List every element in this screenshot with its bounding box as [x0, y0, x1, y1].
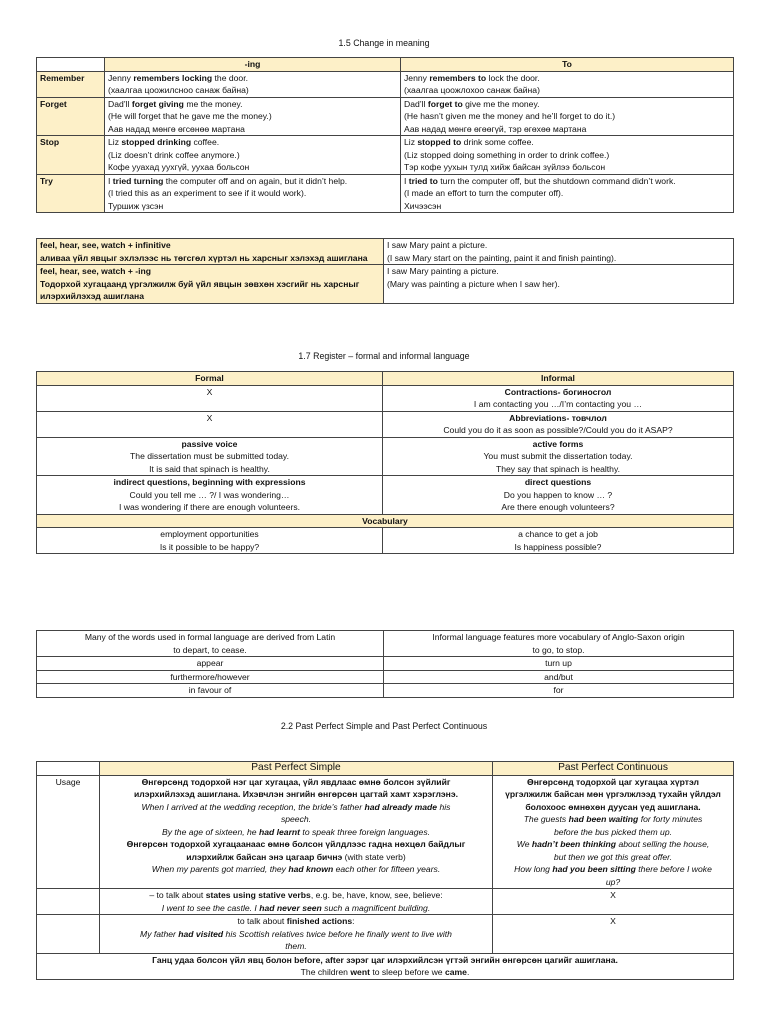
- ing-line: [108, 149, 397, 162]
- empty-cell: [37, 915, 100, 954]
- vocab-informal-line: a chance to get a job: [518, 529, 598, 539]
- simple-past-note-line-segment: Ганц удаа болсон үйл явц болон before, after зэрэг цаг илэрхийлсэн үгтэй энгийн өнгөрсөн цагийг ашиглана.: [152, 954, 618, 965]
- ing-cell: [105, 136, 401, 175]
- usage-continuous-line-segment: How long: [514, 864, 553, 874]
- ing-line: [108, 187, 397, 200]
- empty-header-cell: [37, 762, 100, 776]
- finished-line-segment: had visited: [178, 928, 224, 939]
- usage-continuous-line: [496, 788, 730, 801]
- perception-example-cell: [384, 265, 734, 304]
- informal-line: They say that spinach is healthy.: [495, 463, 621, 474]
- to-line-segment: (Liz stopped doing something in order to drink coffee.): [404, 149, 610, 160]
- usage-continuous-line-segment: hadn’t been thinking: [531, 839, 617, 849]
- perception-verbs-table: [36, 238, 734, 304]
- to-line-segment: Тэр кофе уухын тулд хийж байсан зүйлээ больсон: [404, 162, 606, 172]
- usage-continuous-line-segment: for forty minutes: [638, 814, 703, 824]
- informal-cell: [383, 437, 734, 476]
- usage-simple-line-segment: his: [437, 801, 451, 812]
- usage-simple-line-segment: илэрхийлж байсан энэ цагаар бичнэ: [186, 851, 343, 862]
- verb-row: [37, 136, 734, 175]
- stative-line: [103, 902, 489, 915]
- informal-header: Informal: [383, 372, 734, 386]
- stative-line-segment: such a magnificent building.: [321, 902, 431, 913]
- usage-continuous-line: [496, 801, 730, 814]
- stative-continuous-cell: X: [493, 889, 734, 915]
- formal-line: indirect questions, beginning with expressions: [113, 477, 306, 487]
- section-title-register: 1.7 Register – formal and informal language: [298, 351, 470, 361]
- ing-line-segment: (He will forget that he gave me the money.): [108, 111, 272, 121]
- register-table: [36, 371, 734, 554]
- ing-line-segment: coffee.: [191, 137, 220, 147]
- to-line: [404, 149, 730, 162]
- to-line-segment: drink some coffee.: [461, 137, 534, 147]
- latin-word-cell: appear: [37, 657, 384, 671]
- vocabulary-header: Vocabulary: [37, 514, 734, 528]
- ing-line: [108, 200, 397, 213]
- anglo-saxon-word-cell: for: [384, 684, 734, 698]
- usage-simple-line: [103, 776, 489, 789]
- ing-line-segment: (хаалгаа цоожилсноо санаж байна): [108, 85, 249, 95]
- finished-line-segment: his Scottish relatives twice before he finally went to live with: [223, 928, 452, 939]
- perception-rule-line: Тодорхой хугацаанд үргэлжилж буй үйл явцын зөвхөн хэсгийг нь харсныг илэрхийлэхэд ашиглана: [40, 278, 360, 301]
- ing-line-segment: I: [108, 175, 113, 186]
- usage-continuous-line-segment: before the bus picked them up.: [553, 826, 672, 837]
- to-line: [404, 98, 730, 111]
- change-in-meaning-table: [36, 57, 734, 213]
- informal-line: direct questions: [524, 477, 592, 487]
- register-row: [37, 476, 734, 515]
- word-origin-row: [37, 631, 734, 657]
- finished-continuous-cell: X: [493, 915, 734, 954]
- formal-line: It is said that spinach is healthy.: [149, 463, 270, 474]
- usage-continuous-line-segment: up?: [605, 876, 621, 887]
- ing-cell: [105, 71, 401, 97]
- verb-label: Forget: [37, 97, 105, 136]
- usage-continuous-line: [496, 826, 730, 839]
- simple-past-note-line: [40, 966, 730, 979]
- stative-line-segment: – to talk about: [149, 890, 206, 900]
- usage-continuous-line-segment: but then we got this great offer.: [553, 851, 673, 862]
- past-perfect-table: [36, 761, 734, 980]
- usage-continuous-cell: [493, 775, 734, 889]
- usage-simple-line-segment: When I arrived at the wedding reception, the bride’s father: [141, 801, 365, 812]
- perception-example-cell: [384, 239, 734, 265]
- formal-cell: [37, 385, 383, 411]
- usage-simple-line: [103, 838, 489, 851]
- perception-rule-cell: [37, 239, 384, 265]
- ing-line-segment: the door.: [212, 72, 248, 83]
- simple-past-note-line-segment: The children: [300, 967, 351, 977]
- to-line-segment: remembers to: [429, 72, 487, 83]
- formal-header: Formal: [37, 372, 383, 386]
- usage-simple-line-segment: илэрхийлэхэд ашиглана. Ихэвчлэн энгийн өнгөрсөн цагтай хамт хэрэглэнэ.: [134, 789, 458, 799]
- to-line-segment: forget to: [427, 98, 463, 109]
- usage-simple-line: [103, 801, 489, 814]
- perception-example-line: (Mary was painting a picture when I saw her).: [387, 278, 560, 289]
- to-line-segment: Хичээсэн: [404, 200, 442, 211]
- ing-line-segment: Jenny: [108, 72, 134, 83]
- informal-line: Contractions- богиносгол: [504, 386, 612, 397]
- formal-line: X: [206, 386, 213, 397]
- latin-vs-anglo-saxon-table: [36, 630, 734, 698]
- empty-cell: [37, 889, 100, 915]
- to-line-segment: turn the computer off, but the shutdown command didn’t work.: [437, 175, 676, 186]
- ing-line-segment: me the money.: [183, 98, 243, 109]
- usage-simple-line-segment: Өнгөрсөн тодорхой хугацаанаас өмнө болсон үйлдлээс гадна нөхцөл байдлыг: [126, 839, 466, 849]
- vocab-informal-cell: [383, 528, 734, 554]
- usage-simple-cell: [100, 775, 493, 889]
- finished-line: [103, 940, 489, 953]
- finished-line-segment: My father: [140, 928, 179, 939]
- usage-simple-line-segment: had already made: [364, 801, 438, 812]
- to-line-segment: lock the door.: [486, 72, 540, 83]
- to-line: [404, 110, 730, 123]
- perception-rule-line: feel, hear, see, watch + infinitive: [40, 240, 171, 250]
- finished-line: [103, 928, 489, 941]
- perception-example-line: I saw Mary paint a picture.: [387, 240, 488, 250]
- usage-continuous-line-segment: had been waiting: [568, 814, 639, 824]
- ing-line-segment: Аав надад мөнгө өгсөнөө мартана: [108, 123, 245, 134]
- stative-verbs-cell: [100, 889, 493, 915]
- formal-line: Could you tell me … ?/ I was wondering…: [129, 489, 290, 500]
- formal-line: I was wondering if there are enough volunteers.: [118, 502, 301, 512]
- verb-label: Remember: [37, 71, 105, 97]
- usage-simple-line: [103, 813, 489, 826]
- to-line-segment: stopped to: [417, 137, 462, 147]
- finished-line-segment: to talk about: [237, 916, 287, 926]
- usage-continuous-line: [496, 813, 730, 826]
- finished-actions-cell: [100, 915, 493, 954]
- informal-cell: [383, 476, 734, 515]
- formal-cell: [37, 411, 383, 437]
- ing-line: [108, 123, 397, 136]
- usage-simple-line: [103, 788, 489, 801]
- ing-line-segment: Liz: [108, 137, 122, 147]
- empty-header-cell: [37, 58, 105, 72]
- ing-line-segment: Кофе ууахад уухгүй, уухаа больсон: [108, 162, 250, 172]
- to-cell: [401, 136, 734, 175]
- ing-line-segment: the computer off and on again, but it didn’t help.: [163, 175, 348, 186]
- usage-continuous-line: [496, 876, 730, 889]
- ing-cell: [105, 97, 401, 136]
- usage-simple-line-segment: By the age of sixteen, he: [161, 826, 259, 837]
- usage-continuous-line-segment: The guests: [523, 814, 569, 824]
- perception-example-line: (I saw Mary start on the painting, paint it and finish painting).: [387, 252, 617, 263]
- usage-simple-line: [103, 826, 489, 839]
- simple-past-note-line-segment: .: [466, 967, 470, 977]
- verb-row: [37, 174, 734, 213]
- formal-line: The dissertation must be submitted today.: [130, 451, 289, 461]
- usage-simple-line-segment: had known: [288, 864, 334, 874]
- vocab-informal-line: Is happiness possible?: [514, 541, 602, 552]
- simple-past-note-line-segment: came: [444, 967, 467, 977]
- to-line-segment: Dad’ll: [404, 98, 428, 109]
- register-row: [37, 411, 734, 437]
- stative-line: [103, 889, 489, 902]
- informal-line: Abbreviations- товчлол: [509, 412, 607, 423]
- ing-line-segment: forget giving: [131, 98, 184, 109]
- to-line: [404, 136, 730, 149]
- informal-line: I am contacting you …/I’m contacting you …: [473, 399, 643, 409]
- to-cell: [401, 71, 734, 97]
- simple-past-note-cell: [37, 953, 734, 979]
- ing-line-segment: tried turning: [112, 175, 164, 186]
- to-cell: [401, 174, 734, 213]
- ing-line: [108, 72, 397, 85]
- usage-simple-line-segment: to speak three foreign languages.: [300, 826, 430, 837]
- usage-simple-line-segment: speech.: [280, 814, 312, 824]
- finished-line-segment: :: [352, 916, 355, 926]
- word-origin-row: [37, 657, 734, 671]
- to-line-segment: (I made an effort to turn the computer off).: [404, 188, 564, 198]
- usage-continuous-line-segment: болохоос өмнөхөн дуусан үед ашиглана.: [525, 801, 701, 812]
- usage-continuous-line-segment: Өнгөрсөнд тодорхой цаг хугацаа хүртэл: [527, 776, 699, 787]
- verb-label: Try: [37, 174, 105, 213]
- to-line: [404, 175, 730, 188]
- section-title-change-in-meaning: 1.5 Change in meaning: [338, 38, 430, 48]
- usage-continuous-line-segment: had you been sitting: [552, 864, 636, 874]
- ing-line: [108, 98, 397, 111]
- vocab-formal-line: Is it possible to be happy?: [159, 541, 260, 552]
- usage-label: Usage: [37, 775, 100, 889]
- section-title-past-perfect: 2.2 Past Perfect Simple and Past Perfect Continuous: [280, 721, 488, 731]
- anglo-saxon-word-cell: turn up: [384, 657, 734, 671]
- to-header: To: [401, 58, 734, 72]
- perception-rule-line: аливаа үйл явцыг эхлэлээс нь төгсгөл хүртэл нь харсныг хэлэхэд ашиглана: [40, 252, 368, 263]
- ing-line-segment: (Liz doesn’t drink coffee anymore.): [108, 149, 240, 160]
- latin-word-cell: furthermore/however: [37, 670, 384, 684]
- past-perfect-simple-header: Past Perfect Simple: [100, 762, 493, 776]
- formal-line: X: [206, 412, 213, 423]
- to-line: [404, 200, 730, 213]
- ing-line-segment: (I tried this as an experiment to see if it would work).: [108, 188, 307, 198]
- usage-continuous-line: [496, 776, 730, 789]
- to-line: [404, 123, 730, 136]
- simple-past-note-line-segment: to sleep before we: [369, 967, 445, 977]
- perception-row: [37, 239, 734, 265]
- usage-simple-line: [103, 851, 489, 864]
- informal-line: You must submit the dissertation today.: [483, 451, 633, 461]
- stative-line-segment: , e.g. be, have, know, see, believe:: [310, 890, 443, 900]
- ing-line: [108, 84, 397, 97]
- register-row: [37, 437, 734, 476]
- verb-row: [37, 71, 734, 97]
- to-line: [404, 187, 730, 200]
- stative-line-segment: had never seen: [259, 902, 322, 913]
- verb-row: [37, 97, 734, 136]
- to-line-segment: Аав надад мөнгө өгөөгүй, тэр өгөхөө мартана: [404, 123, 587, 134]
- usage-simple-line-segment: each other for fifteen years.: [333, 864, 441, 874]
- to-line-segment: I: [404, 175, 409, 186]
- perception-rule-line: feel, hear, see, watch + -ing: [40, 266, 152, 276]
- usage-continuous-line-segment: about selling the house,: [616, 839, 710, 849]
- to-line-segment: tried to: [408, 175, 438, 186]
- vocab-formal-line: employment opportunities: [160, 529, 259, 539]
- vocab-formal-cell: [37, 528, 383, 554]
- usage-simple-line-segment: When my parents got married, they: [151, 864, 289, 874]
- to-line: [404, 84, 730, 97]
- usage-simple-line-segment: had learnt: [258, 826, 301, 837]
- stative-line-segment: I went to see the castle. I: [161, 902, 260, 913]
- informal-line: active forms: [532, 438, 584, 449]
- to-line-segment: Liz: [404, 137, 418, 147]
- ing-line-segment: stopped drinking: [121, 137, 192, 147]
- formal-cell: [37, 437, 383, 476]
- formal-cell: [37, 476, 383, 515]
- to-line: [404, 72, 730, 85]
- to-line-segment: (хаалгаа цоожлохоо санаж байна): [404, 85, 540, 95]
- ing-header: -ing: [105, 58, 401, 72]
- informal-cell: [383, 385, 734, 411]
- ing-line: [108, 175, 397, 188]
- word-origin-row: [37, 684, 734, 698]
- ing-line: [108, 161, 397, 174]
- to-line: [404, 161, 730, 174]
- latin-word-cell: Many of the words used in formal language are derived from Latin to depart, to cease.: [37, 631, 384, 657]
- usage-simple-line-segment: Өнгөрсөнд тодорхой нэг цаг хугацаа, үйл явдлаас өмнө болсон зүйлийг: [141, 776, 451, 787]
- usage-simple-line: [103, 863, 489, 876]
- past-perfect-continuous-header: Past Perfect Continuous: [493, 762, 734, 776]
- to-line-segment: give me the money.: [462, 98, 540, 109]
- usage-continuous-line-segment: We: [516, 839, 532, 849]
- ing-line-segment: remembers locking: [133, 72, 213, 83]
- informal-line: Could you do it as soon as possible?/Could you do it ASAP?: [443, 425, 673, 435]
- usage-continuous-line: [496, 863, 730, 876]
- informal-line: Are there enough volunteers?: [501, 502, 615, 512]
- ing-line-segment: Туршиж үзсэн: [108, 200, 164, 211]
- ing-line-segment: Dad’ll: [108, 98, 132, 109]
- usage-simple-line-segment: (with state verb): [342, 851, 406, 862]
- perception-row: [37, 265, 734, 304]
- anglo-saxon-word-cell: Informal language features more vocabulary of Anglo-Saxon origin to go, to stop.: [384, 631, 734, 657]
- usage-continuous-line: [496, 851, 730, 864]
- informal-line: Do you happen to know … ?: [503, 489, 613, 500]
- usage-continuous-line-segment: үргэлжилж байсан мөн үргэлжлээд тухайн үйлдэл: [505, 789, 721, 799]
- formal-line: passive voice: [181, 438, 238, 449]
- to-line-segment: Jenny: [404, 72, 430, 83]
- latin-word-cell: in favour of: [37, 684, 384, 698]
- ing-line: [108, 110, 397, 123]
- informal-cell: [383, 411, 734, 437]
- word-origin-row: [37, 670, 734, 684]
- ing-line: [108, 136, 397, 149]
- perception-rule-cell: [37, 265, 384, 304]
- ing-cell: [105, 174, 401, 213]
- register-row: [37, 385, 734, 411]
- finished-line-segment: finished actions: [286, 916, 353, 926]
- stative-line-segment: states using stative verbs: [205, 890, 311, 900]
- to-cell: [401, 97, 734, 136]
- anglo-saxon-word-cell: and/but: [384, 670, 734, 684]
- usage-continuous-line-segment: there before I woke: [635, 864, 712, 874]
- finished-line: [103, 915, 489, 928]
- finished-line-segment: them.: [285, 941, 307, 951]
- perception-example-line: I saw Mary painting a picture.: [387, 266, 499, 276]
- verb-label: Stop: [37, 136, 105, 175]
- simple-past-note-line: [40, 954, 730, 967]
- to-line-segment: (He hasn’t given me the money and he’ll forget to do it.): [404, 111, 616, 121]
- simple-past-note-line-segment: went: [350, 967, 370, 977]
- usage-continuous-line: [496, 838, 730, 851]
